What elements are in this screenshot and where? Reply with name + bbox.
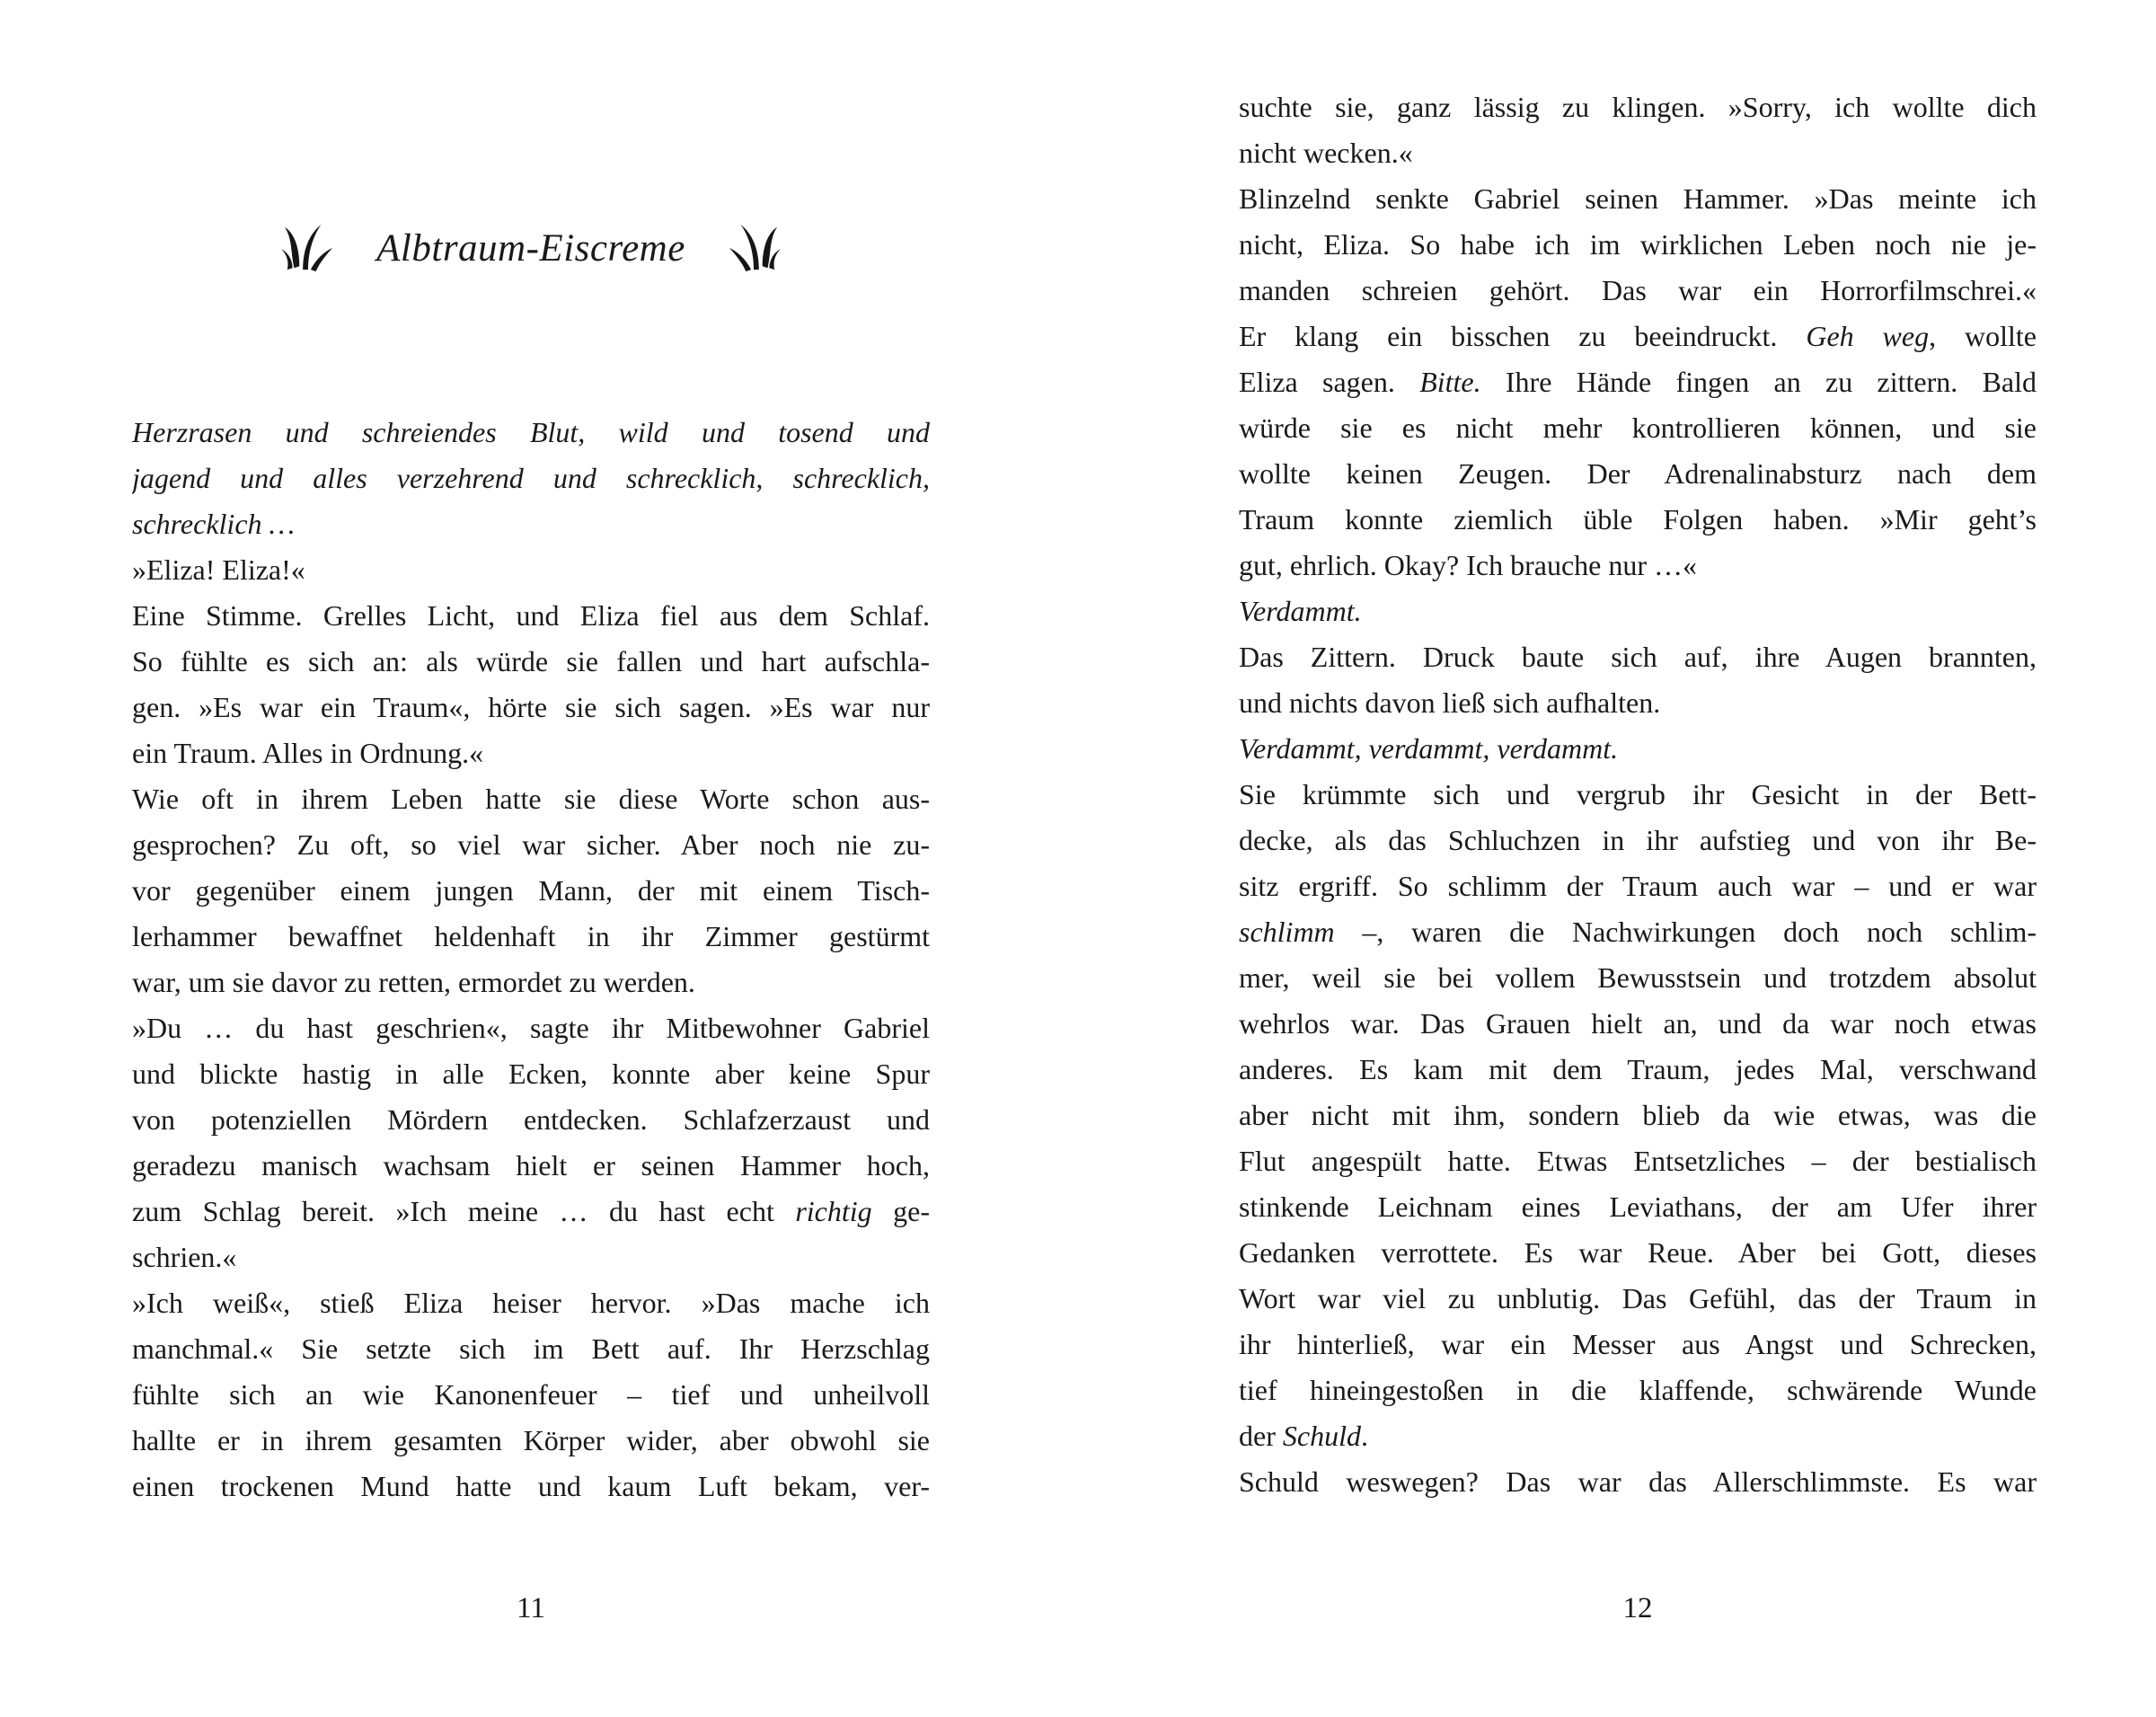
text-line: gut, ehrlich. Okay? Ich brauche nur …« [1239, 549, 1698, 581]
text-line: Verdammt, verdammt, verdammt. [1239, 732, 1619, 765]
page-number-right: 12 [1622, 1592, 1653, 1624]
text-line: gesprochen? Zu oft, so viel war sicher. Aber noch nie zu- [132, 828, 930, 861]
text-line: mer, weil sie bei vollem Bewusstsein und trotzdem absolut [1239, 961, 2037, 994]
grass-flourish-right-icon [729, 223, 781, 273]
text-line: manchmal.« Sie setzte sich im Bett auf. Ihr Herzschlag [132, 1332, 930, 1365]
text-line: sitz ergriff. So schlimm der Traum auch war – und er war [1239, 870, 2037, 902]
text-line: Sie krümmte sich und vergrub ihr Gesicht in der Bett- [1239, 778, 2037, 810]
chapter-heading [132, 223, 930, 273]
text-line: wollte keinen Zeugen. Der Adrenalinabsturz nach dem [1239, 457, 2037, 490]
text-line: Flut angespült hatte. Etwas Entsetzliches – der bestialisch [1239, 1145, 2037, 1177]
text-line: Verdammt. [1239, 595, 1362, 627]
text-line: »Eliza! Eliza!« [132, 553, 305, 586]
text-line: suchte sie, ganz lässig zu klingen. »Sorry, ich wollte dich [1239, 91, 2037, 123]
text-line: »Du … du hast geschrien«, sagte ihr Mitbewohner Gabriel [132, 1012, 930, 1044]
text-line: ein Traum. Alles in Ordnung.« [132, 737, 484, 769]
text-line: würde sie es nicht mehr kontrollieren können, und sie [1239, 412, 2037, 444]
text-line: aber nicht mit ihm, sondern blieb da wie etwas, was die [1239, 1099, 2037, 1131]
text-line: wehrlos war. Das Grauen hielt an, und da war noch etwas [1239, 1007, 2037, 1040]
text-line: Traum konnte ziemlich üble Folgen haben. »Mir geht’s [1239, 503, 2037, 535]
text-line: zum Schlag bereit. »Ich meine … du hast echt richtig ge- [132, 1195, 930, 1227]
text-line: nicht, Eliza. So habe ich im wirklichen Leben noch nie je- [1239, 228, 2037, 261]
page-text-right [1239, 84, 2037, 1505]
page-text-left [132, 410, 930, 1509]
text-line: nicht wecken.« [1239, 137, 1413, 169]
text-line: Das Zittern. Druck baute sich auf, ihre Augen brannten, [1239, 641, 2037, 673]
text-line: Wie oft in ihrem Leben hatte sie diese Worte schon aus- [132, 783, 930, 815]
text-line: schlimm –, waren die Nachwirkungen doch noch schlim- [1239, 916, 2037, 948]
text-line: schrecklich … [132, 508, 295, 540]
text-line: Eliza sagen. Bitte. Ihre Hände fingen an zu zittern. Bald [1239, 366, 2037, 398]
text-line: fühlte sich an wie Kanonenfeuer – tief und unheilvoll [132, 1378, 930, 1411]
text-line: gen. »Es war ein Traum«, hörte sie sich sagen. »Es war nur [132, 691, 930, 723]
page-number-left: 11 [517, 1592, 545, 1624]
grass-flourish-left-icon [281, 223, 333, 273]
text-line: Schuld weswegen? Das war das Allerschlimmste. Es war [1239, 1465, 2037, 1498]
text-line: anderes. Es kam mit dem Traum, jedes Mal, verschwand [1239, 1053, 2037, 1085]
text-line: war, um sie davor zu retten, ermordet zu werden. [132, 966, 695, 998]
text-line: schrien.« [132, 1241, 237, 1273]
text-line: Herzrasen und schreiendes Blut, wild und tosend und [132, 416, 930, 448]
text-line: Er klang ein bisschen zu beeindruckt. Geh weg, wollte [1239, 320, 2037, 352]
text-line: Blinzelnd senkte Gabriel seinen Hammer. »Das meinte ich [1239, 182, 2037, 215]
text-line: stinkende Leichnam eines Leviathans, der am Ufer ihrer [1239, 1190, 2037, 1223]
text-line: jagend und alles verzehrend und schrecklich, schrecklich, [132, 462, 930, 494]
text-line: der Schuld. [1239, 1420, 1368, 1452]
text-line: vor gegenüber einem jungen Mann, der mit einem Tisch- [132, 874, 930, 907]
text-line: und nichts davon ließ sich aufhalten. [1239, 686, 1661, 719]
text-line: und blickte hastig in alle Ecken, konnte aber keine Spur [132, 1058, 930, 1090]
text-line: So fühlte es sich an: als würde sie fallen und hart aufschla- [132, 645, 930, 677]
text-line: ihr hinterließ, war ein Messer aus Angst und Schrecken, [1239, 1328, 2037, 1360]
text-line: Gedanken verrottete. Es war Reue. Aber bei Gott, dieses [1239, 1236, 2037, 1269]
text-line: geradezu manisch wachsam hielt er seinen Hammer hoch, [132, 1149, 930, 1182]
text-line: decke, als das Schluchzen in ihr aufstieg und von ihr Be- [1239, 824, 2037, 856]
page-left [132, 0, 930, 1717]
text-line: von potenziellen Mördern entdecken. Schlafzerzaust und [132, 1103, 930, 1136]
text-line: lerhammer bewaffnet heldenhaft in ihr Zimmer gestürmt [132, 920, 930, 952]
text-line: tief hineingestoßen in die klaffende, schwärende Wunde [1239, 1374, 2037, 1406]
text-line: einen trockenen Mund hatte und kaum Luft bekam, ver- [132, 1470, 930, 1502]
text-line: manden schreien gehört. Das war ein Horrorfilmschrei.« [1239, 274, 2037, 306]
chapter-title: Albtraum-Eiscreme [376, 226, 685, 270]
text-line: Wort war viel zu unblutig. Das Gefühl, das der Traum in [1239, 1282, 2037, 1314]
text-line: hallte er in ihrem gesamten Körper wider, aber obwohl sie [132, 1424, 930, 1456]
page-right [1239, 0, 2037, 1717]
text-line: »Ich weiß«, stieß Eliza heiser hervor. »Das mache ich [132, 1287, 930, 1319]
text-line: Eine Stimme. Grelles Licht, und Eliza fiel aus dem Schlaf. [132, 599, 930, 632]
